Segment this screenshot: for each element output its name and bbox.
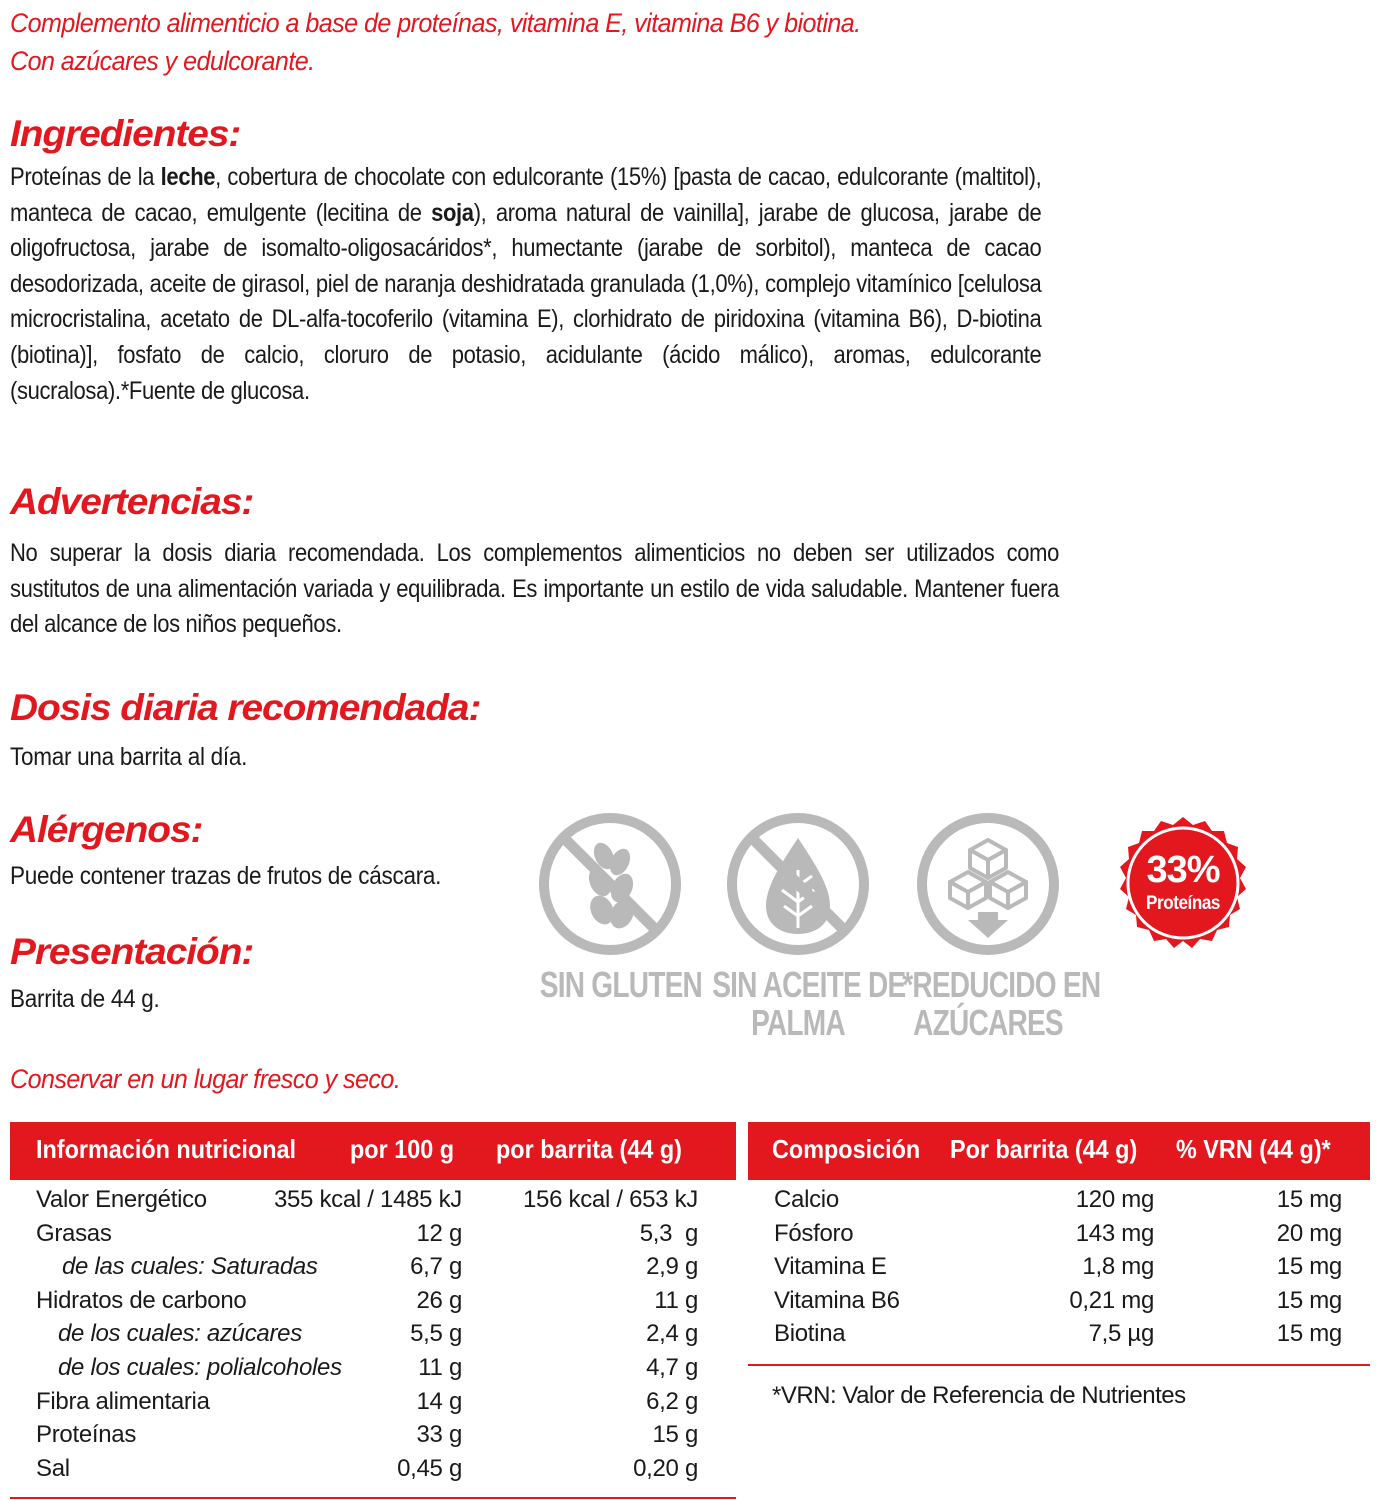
nutrition-row	[10, 1421, 736, 1455]
nutrition-row-perbar: 0,20 g	[633, 1454, 698, 1482]
composition-row-vrn: 15 mg	[1276, 1286, 1342, 1314]
protein-badge	[1106, 805, 1260, 959]
nutrition-row-perbar: 2,4 g	[646, 1320, 698, 1348]
nutrition-row-name: Proteínas	[36, 1421, 137, 1449]
no-palm-oil-icon	[724, 810, 872, 958]
badge-label: Proteínas	[1146, 893, 1220, 914]
nutrition-row	[10, 1253, 736, 1287]
warnings-heading: Advertencias:	[10, 481, 254, 522]
nutrition-row-name: Valor Energético	[36, 1186, 207, 1213]
composition-row-perbar: 143 mg	[1075, 1219, 1154, 1247]
composition-header-perbar: Por barrita (44 g)	[950, 1134, 1138, 1164]
storage-text: Conservar en un lugar fresco y seco.	[10, 1064, 401, 1094]
nutrition-row-perbar: 2,9 g	[646, 1253, 698, 1281]
nutrition-row	[10, 1455, 736, 1489]
nutrition-row-per100: 0,45 g	[397, 1454, 462, 1482]
presentation-heading: Presentación:	[10, 931, 254, 972]
nutrition-row-name: de los cuales: polialcoholes	[58, 1354, 342, 1381]
nutrition-row	[10, 1388, 736, 1422]
subtitle-line-2: Con azúcares y edulcorante.	[10, 46, 315, 76]
composition-row-name: Calcio	[774, 1186, 839, 1213]
composition-header-vrn: % VRN (44 g)*	[1176, 1134, 1331, 1164]
composition-header-name: Composición	[772, 1134, 921, 1164]
ingredients-text-part: Proteínas de la	[10, 163, 161, 191]
nutrition-row-name: Grasas	[36, 1219, 112, 1247]
nutrition-row-perbar: 156 kcal / 653 kJ	[522, 1186, 698, 1213]
nutrition-row-per100: 14 g	[416, 1387, 462, 1415]
composition-row	[748, 1220, 1370, 1254]
composition-row-name: Vitamina B6	[774, 1286, 900, 1314]
warnings-text: No superar la dosis diaria recomendada. Los complementos alimenticios no deben ser utilizados como sustitutos de una alimentación variada y equilibrada. Es importante un estilo de vida saludable. Mantener fuera del alcance de los niños pequeños.	[10, 539, 1059, 639]
composition-row-perbar: 0,21 mg	[1069, 1286, 1154, 1314]
composition-row-vrn: 15 mg	[1276, 1186, 1342, 1213]
badge-value: 33%	[1146, 849, 1220, 891]
nutrition-header-perbar: por barrita (44 g)	[496, 1134, 682, 1164]
allergens-text: Puede contener trazas de frutos de cáscara.	[10, 862, 442, 890]
composition-row	[748, 1320, 1370, 1354]
nutrition-row-name: de los cuales: azúcares	[58, 1320, 302, 1348]
composition-row-name: Fósforo	[774, 1219, 854, 1247]
reduced-sugar-icon	[914, 810, 1062, 958]
composition-row	[748, 1253, 1370, 1287]
nutrition-row	[10, 1287, 736, 1321]
nutrition-row-name: de las cuales: Saturadas	[62, 1253, 318, 1281]
reducido-azucares-line-1: *REDUCIDO EN	[902, 964, 1101, 1005]
sin-aceite-palma-line-1: SIN ACEITE DE	[712, 964, 906, 1005]
composition-row-perbar: 120 mg	[1075, 1186, 1154, 1213]
composition-row-vrn: 15 mg	[1276, 1253, 1342, 1281]
dose-text: Tomar una barrita al día.	[10, 743, 248, 771]
dose-heading: Dosis diaria recomendada:	[10, 687, 481, 728]
nutrition-header-name: Información nutricional	[36, 1134, 297, 1164]
composition-table-header	[748, 1122, 1370, 1180]
sin-aceite-palma-label	[712, 964, 906, 1043]
ingredients-text-part: ), aroma natural de vainilla], jarabe de glucosa, jarabe de oligofructosa, jarabe de isomalto-oligosacáridos*, humectante (jarabe de sorbitol), manteca de cacao desodorizada, aceite de girasol, piel de naranja deshidratada granulada (1,0%), complejo vitamínico [celulosa microcristalina, acetato de DL-alfa-tocoferilo (vitamina E), clorhidrato de piridoxina (vitamina B6), D-biotina (biotina)], fosfato de calcio, cloruro de potasio, acidulante (ácido málico), aromas, edulcorante (sucralosa).*Fuente de glucosa.	[10, 198, 1042, 405]
nutrition-row-per100: 33 g	[416, 1421, 462, 1449]
allergen-soy: soja	[431, 198, 474, 227]
nutrition-row-perbar: 6,2 g	[646, 1387, 698, 1415]
nutrition-table-bottom-rule	[10, 1497, 736, 1499]
composition-row	[748, 1287, 1370, 1321]
composition-table-bottom-rule	[748, 1364, 1370, 1366]
nutrition-row-perbar: 4,7 g	[646, 1354, 698, 1381]
nutrition-row-perbar: 11 g	[654, 1286, 698, 1314]
nutrition-row-name: Fibra alimentaria	[36, 1387, 210, 1415]
nutrition-row-per100: 26 g	[416, 1286, 462, 1314]
composition-row-name: Vitamina E	[774, 1253, 887, 1281]
ingredients-text	[10, 160, 1041, 409]
nutrition-row-perbar: 5,3 g	[639, 1219, 698, 1247]
ingredients-text-part: , cobertura de chocolate con edulcorante (15%) [pasta de cacao, edulcorante (maltitol), manteca de cacao, emulgente (lecitina de	[10, 163, 1042, 227]
nutrition-row-name: Sal	[36, 1454, 70, 1482]
nutrition-table-header	[10, 1122, 736, 1180]
nutrition-row-per100: 6,7 g	[410, 1253, 462, 1281]
nutrition-row-per100: 5,5 g	[410, 1320, 462, 1348]
sin-gluten-label: SIN GLUTEN	[539, 964, 703, 1005]
nutrition-row	[10, 1354, 736, 1388]
nutrition-row-per100: 355 kcal / 1485 kJ	[273, 1186, 462, 1213]
nutrition-header-per100: por 100 g	[350, 1134, 455, 1164]
nutrition-row-per100: 12 g	[416, 1219, 462, 1247]
reducido-azucares-line-2: AZÚCARES	[913, 1002, 1063, 1043]
nutrition-row-perbar: 15 g	[652, 1421, 698, 1449]
composition-row-perbar: 1,8 mg	[1082, 1253, 1154, 1281]
subtitle-line-1: Complemento alimenticio a base de proteínas, vitamina E, vitamina B6 y biotina.	[10, 8, 861, 38]
storage-note	[10, 1064, 400, 1095]
allergen-milk: leche	[160, 163, 216, 191]
reducido-azucares-label	[902, 964, 1101, 1043]
nutrition-row	[10, 1186, 736, 1220]
composition-row-name: Biotina	[774, 1320, 846, 1348]
vrn-footnote: *VRN: Valor de Referencia de Nutrientes	[772, 1382, 1186, 1409]
composition-row-perbar: 7,5 µg	[1088, 1320, 1154, 1348]
presentation-text: Barrita de 44 g.	[10, 985, 160, 1013]
composition-row-vrn: 20 mg	[1276, 1219, 1342, 1247]
composition-row-vrn: 15 mg	[1276, 1320, 1342, 1348]
product-subtitle	[10, 4, 1033, 80]
nutrition-row	[10, 1320, 736, 1354]
nutrition-row	[10, 1220, 736, 1254]
composition-row	[748, 1186, 1370, 1220]
no-wheat-icon	[536, 810, 684, 958]
nutrition-row-per100: 11 g	[418, 1354, 462, 1381]
allergens-heading: Alérgenos:	[10, 809, 203, 850]
ingredients-heading: Ingredientes:	[10, 113, 241, 154]
nutrition-row-name: Hidratos de carbono	[36, 1286, 247, 1314]
sin-aceite-palma-line-2: PALMA	[751, 1002, 845, 1043]
